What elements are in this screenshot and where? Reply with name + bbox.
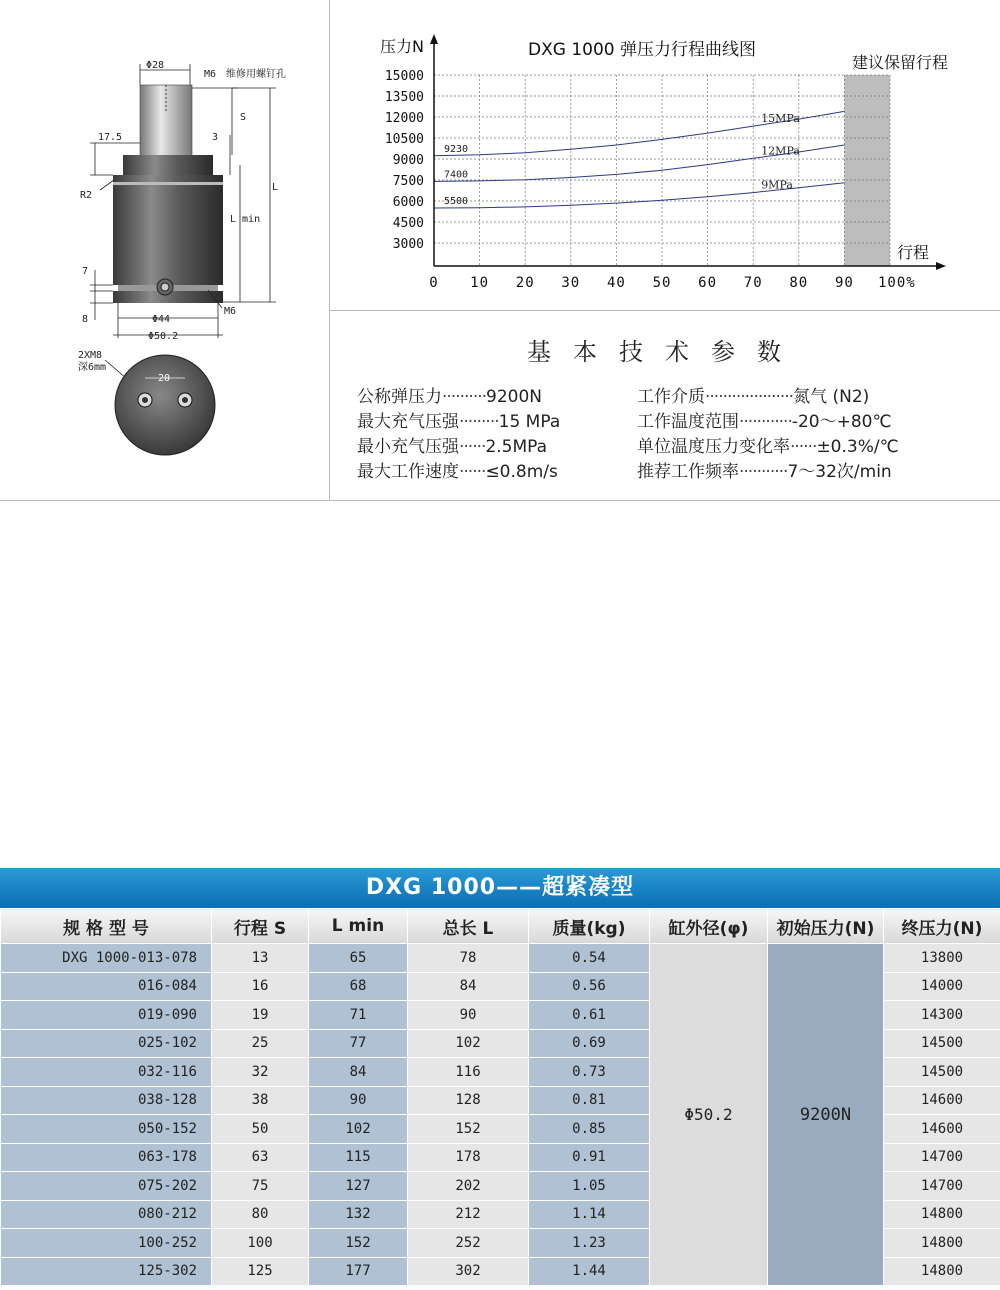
param-value: 9200N bbox=[486, 387, 543, 407]
stroke-cell: 50 bbox=[212, 1115, 309, 1144]
table-header-cell: 初始压力(N) bbox=[768, 909, 884, 944]
cylinder-technical-drawing bbox=[0, 0, 329, 500]
stroke-cell: 19 bbox=[212, 1001, 309, 1030]
x-tick-label: 20 bbox=[515, 275, 535, 291]
model-cell: 125-302 bbox=[1, 1257, 212, 1286]
dim-s-label: S bbox=[240, 112, 247, 123]
param-label: 推荐工作频率 bbox=[637, 462, 739, 482]
mass-cell: 0.85 bbox=[529, 1115, 650, 1144]
table-header-row bbox=[1, 909, 1000, 944]
x-tick-label: 0 bbox=[429, 275, 439, 291]
final-force-cell: 14800 bbox=[884, 1229, 1000, 1258]
lmin-cell: 68 bbox=[309, 972, 408, 1001]
lmin-cell: 65 bbox=[309, 944, 408, 973]
series-name-label: 9MPa bbox=[761, 178, 793, 192]
holes-label: 2XM8 bbox=[78, 350, 103, 361]
stroke-cell: 125 bbox=[212, 1257, 309, 1286]
y-tick-label: 12000 bbox=[384, 111, 424, 126]
mass-cell: 0.69 bbox=[529, 1029, 650, 1058]
mass-cell: 0.81 bbox=[529, 1086, 650, 1115]
param-dots: ······ bbox=[459, 462, 486, 482]
model-cell: 019-090 bbox=[1, 1001, 212, 1030]
total-length-cell: 102 bbox=[408, 1029, 529, 1058]
series-name-label: 12MPa bbox=[761, 144, 800, 158]
model-cell: 016-084 bbox=[1, 972, 212, 1001]
stroke-cell: 75 bbox=[212, 1172, 309, 1201]
params-title: 基本技术参数 bbox=[527, 338, 803, 366]
x-tick-label: 50 bbox=[652, 275, 672, 291]
y-tick-label: 9000 bbox=[392, 153, 424, 168]
stroke-cell: 32 bbox=[212, 1058, 309, 1087]
mass-cell: 1.44 bbox=[529, 1257, 650, 1286]
final-force-cell: 13800 bbox=[884, 944, 1000, 973]
depth-label: 深6mm bbox=[78, 362, 107, 373]
horizontal-divider-mid bbox=[329, 310, 1000, 311]
final-force-cell: 14700 bbox=[884, 1143, 1000, 1172]
model-cell: DXG 1000-013-078 bbox=[1, 944, 212, 973]
stroke-cell: 16 bbox=[212, 972, 309, 1001]
param-value: 2.5MPa bbox=[485, 437, 548, 457]
y-tick-label: 13500 bbox=[384, 90, 424, 105]
param-label: 公称弹压力 bbox=[357, 387, 442, 407]
chart-y-axis-label: 压力N bbox=[380, 37, 424, 56]
table-header-cell: 终压力(N) bbox=[884, 909, 1000, 944]
dim-m6-top-label: M6 bbox=[204, 69, 217, 80]
param-row-left bbox=[357, 407, 560, 432]
x-tick-label: 10 bbox=[470, 275, 490, 291]
param-label: 单位温度压力变化率 bbox=[637, 437, 790, 457]
param-row-left bbox=[357, 382, 542, 407]
series-name-label: 15MPa bbox=[761, 112, 800, 126]
dim-d28-label: Φ28 bbox=[146, 60, 165, 71]
table-header-cell: L min bbox=[309, 909, 408, 944]
series-start-value-label: 7400 bbox=[444, 169, 469, 181]
param-value: ≤0.8m/s bbox=[485, 462, 558, 482]
total-length-cell: 90 bbox=[408, 1001, 529, 1030]
dim-7-label: 7 bbox=[82, 266, 89, 277]
final-force-cell: 14000 bbox=[884, 972, 1000, 1001]
x-tick-label: 30 bbox=[561, 275, 581, 291]
diameter-cell: Φ50.2 bbox=[650, 944, 768, 1286]
lmin-cell: 84 bbox=[309, 1058, 408, 1087]
x-tick-label: 100% bbox=[878, 275, 916, 291]
model-cell: 100-252 bbox=[1, 1229, 212, 1258]
param-label: 工作介质 bbox=[637, 387, 705, 407]
y-tick-label: 6000 bbox=[392, 195, 424, 210]
stroke-cell: 38 bbox=[212, 1086, 309, 1115]
param-dots: ········· bbox=[459, 412, 499, 432]
table-header-cell: 总长 L bbox=[408, 909, 529, 944]
series-start-value-label: 5500 bbox=[444, 196, 469, 207]
stroke-cell: 13 bbox=[212, 944, 309, 973]
spec-table bbox=[0, 908, 1000, 1286]
x-tick-label: 90 bbox=[834, 275, 854, 291]
lmin-cell: 132 bbox=[309, 1200, 408, 1229]
model-cell: 080-212 bbox=[1, 1200, 212, 1229]
pressure-stroke-chart bbox=[330, 0, 1000, 310]
param-value: 7～32次/min bbox=[787, 462, 892, 482]
y-tick-label: 10500 bbox=[384, 132, 424, 147]
mass-cell: 0.73 bbox=[529, 1058, 650, 1087]
mass-cell: 1.05 bbox=[529, 1172, 650, 1201]
reserve-stroke-region bbox=[844, 75, 890, 266]
final-force-cell: 14500 bbox=[884, 1029, 1000, 1058]
table-row bbox=[1, 944, 1000, 973]
mass-cell: 0.56 bbox=[529, 972, 650, 1001]
total-length-cell: 212 bbox=[408, 1200, 529, 1229]
stroke-cell: 80 bbox=[212, 1200, 309, 1229]
x-tick-label: 60 bbox=[698, 275, 718, 291]
model-cell: 032-116 bbox=[1, 1058, 212, 1087]
dim-20-label: 20 bbox=[158, 373, 171, 384]
chart-title: DXG 1000 弹压力行程曲线图 bbox=[528, 40, 756, 60]
param-dots: ······ bbox=[459, 437, 486, 457]
x-tick-label: 40 bbox=[606, 275, 626, 291]
total-length-cell: 152 bbox=[408, 1115, 529, 1144]
param-row-right bbox=[637, 432, 899, 457]
lmin-cell: 77 bbox=[309, 1029, 408, 1058]
param-value: ±0.3%/℃ bbox=[816, 437, 899, 457]
dim-8-label: 8 bbox=[82, 314, 89, 325]
model-cell: 050-152 bbox=[1, 1115, 212, 1144]
dim-lmin-label: L min bbox=[230, 214, 261, 225]
param-label: 最小充气压强 bbox=[357, 437, 459, 457]
total-length-cell: 202 bbox=[408, 1172, 529, 1201]
param-dots: ···················· bbox=[705, 387, 794, 407]
total-length-cell: 78 bbox=[408, 944, 529, 973]
y-tick-label: 7500 bbox=[392, 174, 424, 189]
y-axis-arrow-icon bbox=[430, 34, 438, 44]
model-cell: 075-202 bbox=[1, 1172, 212, 1201]
stroke-cell: 63 bbox=[212, 1143, 309, 1172]
chart-x-axis-label: 行程 bbox=[897, 243, 930, 262]
total-length-cell: 252 bbox=[408, 1229, 529, 1258]
lmin-cell: 115 bbox=[309, 1143, 408, 1172]
mass-cell: 1.23 bbox=[529, 1229, 650, 1258]
model-cell: 025-102 bbox=[1, 1029, 212, 1058]
stroke-cell: 100 bbox=[212, 1229, 309, 1258]
param-row-left bbox=[357, 457, 558, 482]
total-length-cell: 178 bbox=[408, 1143, 529, 1172]
param-dots: ······ bbox=[790, 437, 817, 457]
final-force-cell: 14300 bbox=[884, 1001, 1000, 1030]
table-header-cell: 缸外径(φ) bbox=[650, 909, 768, 944]
x-tick-label: 80 bbox=[789, 275, 809, 291]
series-start-value-label: 9230 bbox=[444, 143, 469, 155]
param-row-right bbox=[637, 457, 892, 482]
dim-d50-2-label: Φ50.2 bbox=[148, 331, 179, 342]
param-row-left bbox=[357, 432, 547, 457]
dim-l-label: L bbox=[272, 182, 279, 193]
initial-force-cell: 9200N bbox=[768, 944, 884, 1286]
mass-cell: 0.61 bbox=[529, 1001, 650, 1030]
param-dots: ············ bbox=[739, 412, 792, 432]
x-axis-arrow-icon bbox=[936, 262, 946, 270]
table-header-cell: 行程 S bbox=[212, 909, 309, 944]
lmin-cell: 127 bbox=[309, 1172, 408, 1201]
param-dots: ··········· bbox=[739, 462, 788, 482]
lmin-cell: 90 bbox=[309, 1086, 408, 1115]
stroke-cell: 25 bbox=[212, 1029, 309, 1058]
repair-hole-label: 维修用螺钉孔 bbox=[226, 69, 286, 80]
reserve-stroke-label: 建议保留行程 bbox=[852, 53, 949, 72]
total-length-cell: 128 bbox=[408, 1086, 529, 1115]
lmin-cell: 102 bbox=[309, 1115, 408, 1144]
param-row-right bbox=[637, 407, 892, 432]
dim-3-label: 3 bbox=[212, 132, 219, 143]
lmin-cell: 177 bbox=[309, 1257, 408, 1286]
model-cell: 038-128 bbox=[1, 1086, 212, 1115]
dim-d44-label: Φ44 bbox=[152, 314, 171, 325]
x-tick-label: 70 bbox=[743, 275, 763, 291]
y-tick-label: 3000 bbox=[392, 237, 424, 252]
horizontal-divider-bottom bbox=[0, 500, 1000, 501]
final-force-cell: 14700 bbox=[884, 1172, 1000, 1201]
param-value: 15 MPa bbox=[498, 412, 561, 432]
final-force-cell: 14600 bbox=[884, 1115, 1000, 1144]
mass-cell: 0.54 bbox=[529, 944, 650, 973]
model-cell: 063-178 bbox=[1, 1143, 212, 1172]
param-value: -20～+80℃ bbox=[791, 412, 892, 432]
param-value: 氮气 (N2) bbox=[793, 387, 870, 407]
param-label: 最大工作速度 bbox=[357, 462, 459, 482]
final-force-cell: 14800 bbox=[884, 1200, 1000, 1229]
final-force-cell: 14600 bbox=[884, 1086, 1000, 1115]
lmin-cell: 71 bbox=[309, 1001, 408, 1030]
spec-table-section bbox=[0, 868, 1000, 1286]
param-dots: ·········· bbox=[442, 387, 487, 407]
param-row-right bbox=[637, 382, 869, 407]
param-label: 工作温度范围 bbox=[637, 412, 739, 432]
total-length-cell: 302 bbox=[408, 1257, 529, 1286]
spec-table-title: DXG 1000——超紧凑型 bbox=[0, 868, 1000, 908]
dim-m6-bottom-label: M6 bbox=[224, 306, 237, 317]
y-tick-label: 15000 bbox=[384, 69, 424, 84]
final-force-cell: 14500 bbox=[884, 1058, 1000, 1087]
mass-cell: 1.14 bbox=[529, 1200, 650, 1229]
total-length-cell: 84 bbox=[408, 972, 529, 1001]
total-length-cell: 116 bbox=[408, 1058, 529, 1087]
final-force-cell: 14800 bbox=[884, 1257, 1000, 1286]
table-header-cell: 规 格 型 号 bbox=[1, 909, 212, 944]
table-header-cell: 质量(kg) bbox=[529, 909, 650, 944]
dim-r2-label: R2 bbox=[80, 190, 93, 201]
param-label: 最大充气压强 bbox=[357, 412, 459, 432]
mass-cell: 0.91 bbox=[529, 1143, 650, 1172]
y-tick-label: 4500 bbox=[392, 216, 424, 231]
lmin-cell: 152 bbox=[309, 1229, 408, 1258]
dim-17-5-label: 17.5 bbox=[98, 132, 123, 143]
